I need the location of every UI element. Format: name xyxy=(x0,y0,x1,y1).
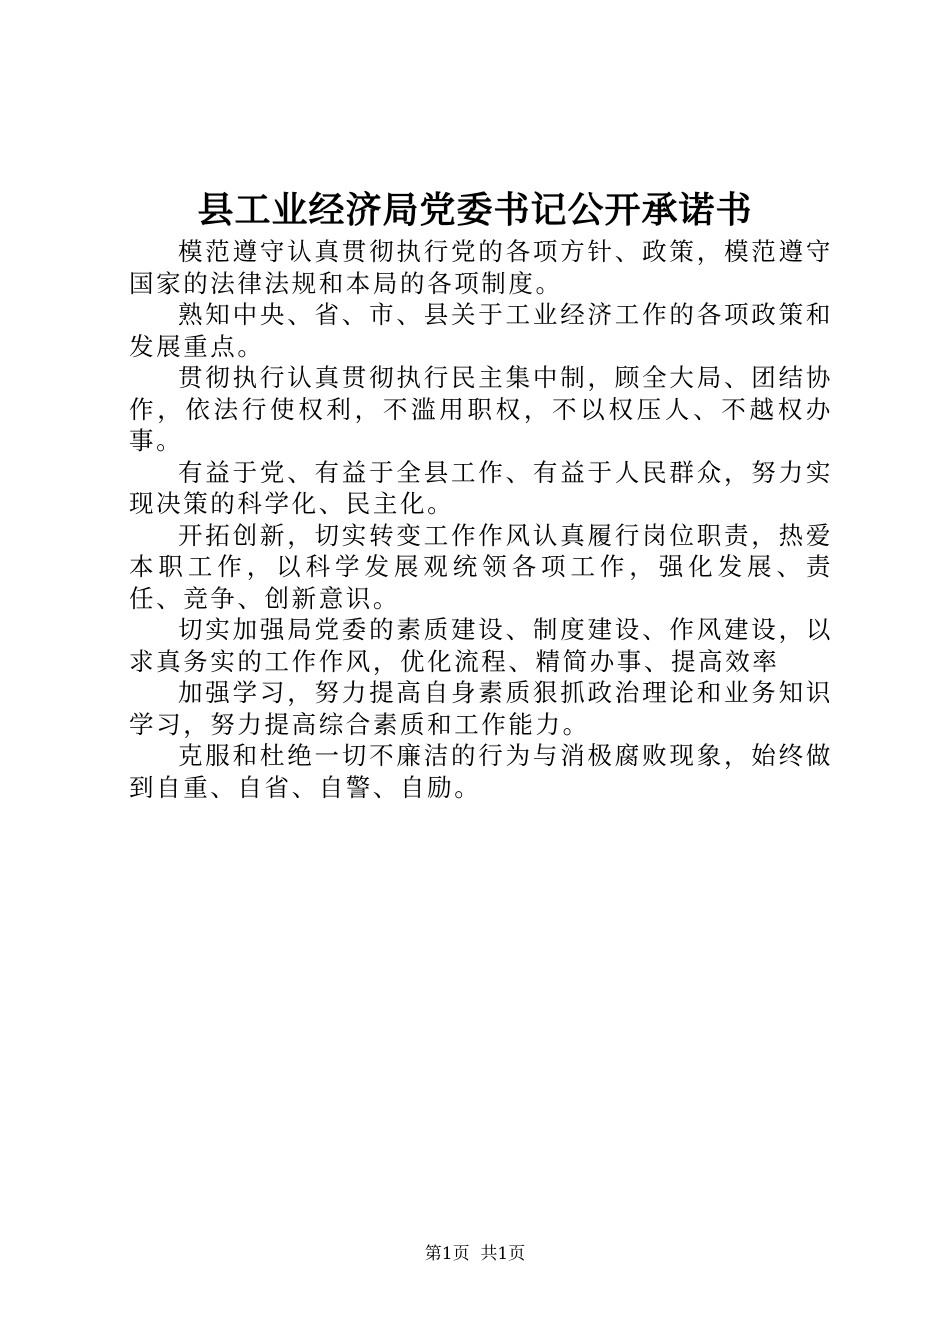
page-number-footer: 第1页 共1页 xyxy=(424,1244,526,1264)
paragraph: 有益于党、有益于全县工作、有益于人民群众，努力实现决策的科学化、民主化。 xyxy=(129,457,833,518)
paragraph: 克服和杜绝一切不廉洁的行为与消极腐败现象，始终做到自重、自省、自警、自励。 xyxy=(129,741,833,802)
paragraph: 熟知中央、省、市、县关于工业经济工作的各项政策和发展重点。 xyxy=(129,300,833,361)
paragraph: 贯彻执行认真贯彻执行民主集中制，顾全大局、团结协作，依法行使权利，不滥用职权，不以权压人、不越权办事。 xyxy=(129,363,833,455)
document-body xyxy=(129,236,833,803)
paragraph: 模范遵守认真贯彻执行党的各项方针、政策，模范遵守国家的法律法规和本局的各项制度。 xyxy=(129,237,833,298)
paragraph: 开拓创新，切实转变工作作风认真履行岗位职责，热爱本职工作，以科学发展观统领各项工作，强化发展、责任、竞争、创新意识。 xyxy=(129,520,833,613)
paragraph: 加强学习，努力提高自身素质狠抓政治理论和业务知识学习，努力提高综合素质和工作能力。 xyxy=(129,678,833,739)
document-title: 县工业经济局党委书记公开承诺书 xyxy=(197,189,753,231)
paragraph: 切实加强局党委的素质建设、制度建设、作风建设，以求真务实的工作作风，优化流程、精简办事、提高效率 xyxy=(129,615,833,676)
